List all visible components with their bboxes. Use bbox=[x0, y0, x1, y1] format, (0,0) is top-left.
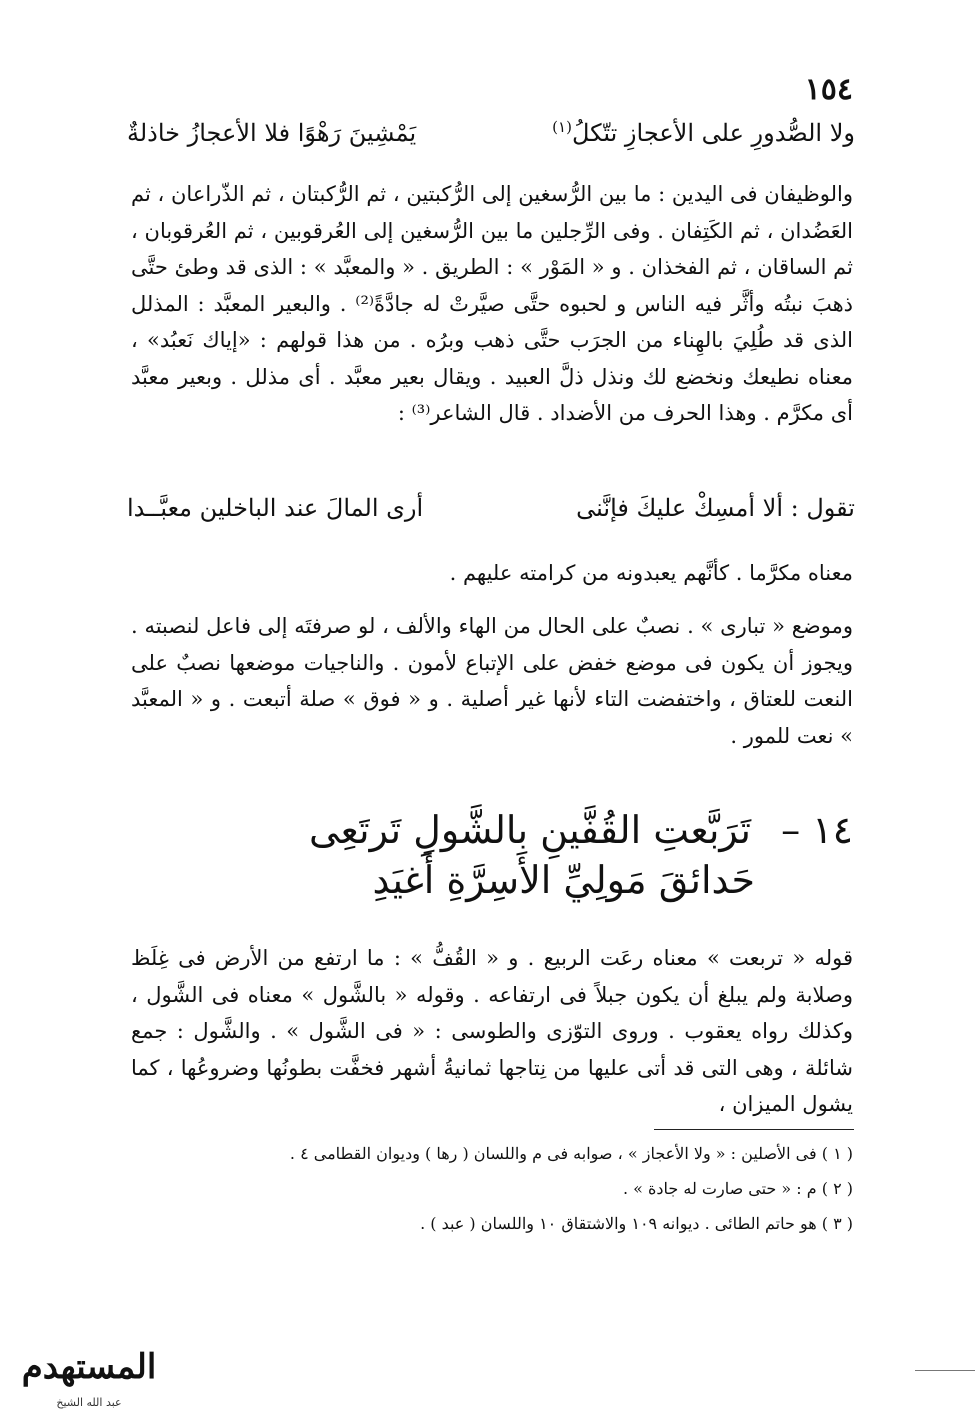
verse-quote-2-first: تقول : ألا أمسِكْ عليكَ فإنَّنى bbox=[576, 494, 855, 522]
verse-quote-2 bbox=[127, 494, 855, 522]
verse-first-hemistich-text: ولا الصُّدورِ على الأعجازِ تتّكلُ bbox=[571, 119, 855, 147]
footnote-3: ( ٣ ) هو حاتم الطائى . ديوانه ١٠٩ والاشتقاق ١٠ واللسان ( عبد ) . bbox=[420, 1214, 853, 1233]
commentary-paragraph-1: والوظيفان فى اليدين : ما بين الرُّسغين إلى الرُّكبتين ، ثم الرُّكبتان ، ثم الذّراعان ، ثم العَضُدان ، ثم الكَتِفان . وفى الرِّجلين ما بين الرُّسغين إلى العُرقوبين ، ثم العُرقوبان ، ثم الساقان ، ثم الفخذان . و « المَوْر » : الطريق . « والمعبَّد » : الذى قد وطئ حتَّى ذهبَ نبتُه وأثَّر فيه الناس و لحبوه حتَّى صيَّرتْ له جادَّةً⁽²⁾ . والبعير المعبَّد : المذلل الذى قد طُلِيَ بالهِناء من الجرَب حتَّى ذهب وبرُه . من هذا قولهم : «إياك نَعبُد» ، معناه نطيعك ونخضع لك ونذل ذلَّ العبيد . ويقال بعير معبَّد . أى مذلل . وبعير معبَّد أى مكرَّم . وهذا الحرف من الأضداد . قال الشاعر⁽³⁾ : bbox=[131, 182, 853, 425]
footnote-ref-1: (١) bbox=[552, 118, 572, 136]
commentary-paragraph-4: قوله « تربعت » معناه رعَت الربيع . و « القُفُّ » : ما ارتفع من الأرض فى غِلَظ وصلابة ولم يبلغ أن يكون جبلاً فى ارتفاعه . وقوله « بالشَّول » معناه فى الشَّول ، وكذلك رواه يعقوب . وروى التوّزى والطوسى : « فى الشَّول » . والشَّول : جمع شائلة ، وهى التى قد أتى عليها من نِتاجها ثمانيةُ أشهر فخفَّت بطونُها وضروعُها ، كما يشول الميزان ، bbox=[131, 946, 853, 1116]
footnote-separator bbox=[654, 1129, 854, 1130]
main-verse-line-2: حَدائقَ مَولِيِّ الأَسِرَّةِ أَغيَدِ bbox=[372, 858, 755, 902]
footnote-1: ( ١ ) فى الأصلين : « ولا الأعجاز » ، صوابه فى م واللسان ( رها ) وديوان القطامى ٤ . bbox=[289, 1144, 853, 1163]
publisher-logo bbox=[14, 1330, 164, 1415]
verse-first-hemistich bbox=[552, 118, 855, 147]
commentary-paragraph-3: وموضع « تبارى » . نصبٌ على الحال من الهاء والألف ، لو صرفتَه إلى فاعل لنصبته . ويجوز أن يكون فى موضع خفض على الإتباع لأمون . والناجيات موضعها نصبٌ على النعت للعتاق ، واختفضت التاء لأنها غير أصلية . و « فوق » صلة أتبعت . و « المعبَّد » نعت للمور . bbox=[131, 614, 853, 748]
page-number: ١٥٤ bbox=[804, 72, 853, 107]
logo-subtext: عبد الله الشيخ bbox=[56, 1396, 122, 1409]
footnote-2: ( ٢ ) م : « حتى صارت له جادة » . bbox=[622, 1179, 853, 1198]
verse-quote-2-second: أرى المالَ عند الباخلين معبَّــدا bbox=[127, 494, 424, 522]
commentary-paragraph-2: معناه مكرَّما . كأنَّهم يعبدونه من كرامته عليهم . bbox=[449, 561, 853, 585]
logo-text: المستهدم bbox=[21, 1347, 157, 1387]
main-verse-line-1 bbox=[309, 808, 853, 852]
verse-quote-1 bbox=[127, 118, 855, 147]
verse-second-hemistich: يَمْشِينَ رَهْوًا فلا الأعجازُ خاذلةٌ bbox=[127, 119, 417, 147]
page-edge-mark bbox=[915, 1370, 975, 1371]
verse-first-hemistich-main: تَرَبَّعتِ القُفَّينِ بالشَّولِ تَرتَعِى bbox=[309, 808, 751, 852]
verse-number: ١٤ – bbox=[781, 808, 853, 852]
